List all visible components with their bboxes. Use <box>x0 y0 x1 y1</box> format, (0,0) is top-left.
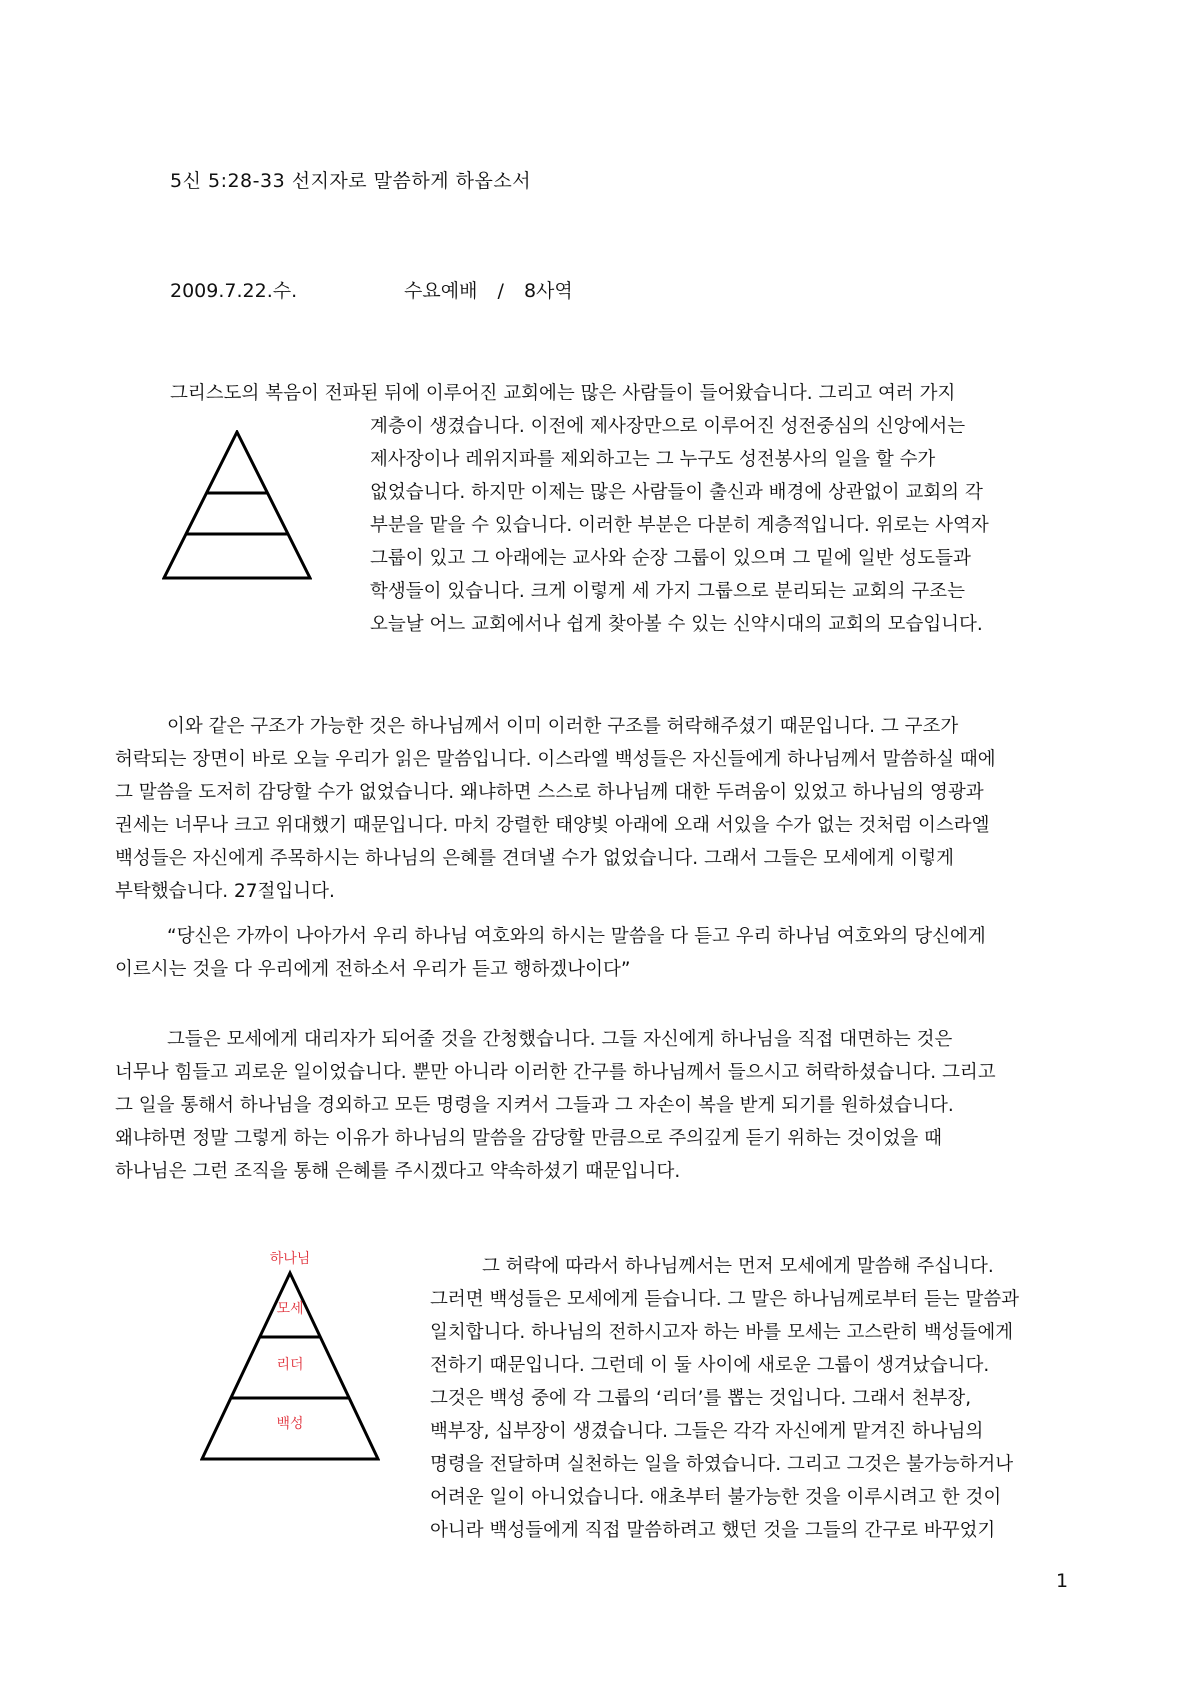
church-structure-pyramid <box>162 430 312 582</box>
text-line: “당신은 가까이 나아가서 우리 하나님 여호와의 하시는 말씀을 다 듣고 우리 하나님 여호와의 당신에게 <box>167 926 986 947</box>
text-line: 백성들은 자신에게 주목하시는 하나님의 은혜를 견뎌낼 수가 없었습니다. 그래서 그들은 모세에게 이렇게 <box>115 848 955 869</box>
text-line: 허락되는 장면이 바로 오늘 우리가 읽은 말씀입니다. 이스라엘 백성들은 자신들에게 하나님께서 말씀하실 때에 <box>115 749 996 770</box>
text-line: 부탁했습니다. 27절입니다. <box>115 881 335 902</box>
text-line: 계층이 생겼습니다. 이전에 제사장만으로 이루어진 성전중심의 신앙에서는 <box>370 416 966 437</box>
pyramid-label-god: 하나님 <box>269 1251 311 1267</box>
pyramid-label-people: 백성 <box>276 1416 304 1432</box>
paragraph-4 <box>115 1023 1075 1188</box>
text-line: 백부장, 십부장이 생겼습니다. 그들은 각각 자신에게 맡겨진 하나님의 <box>430 1421 984 1442</box>
service-name: 수요예배 <box>404 280 478 302</box>
paragraph-1-body <box>370 410 1070 641</box>
text-line: 그리스도의 복음이 전파된 뒤에 이루어진 교회에는 많은 사람들이 들어왔습니다. 그리고 여러 가지 <box>170 383 956 404</box>
scripture-quote <box>115 920 1075 986</box>
text-line: 전하기 때문입니다. 그런데 이 둘 사이에 새로운 그룹이 생겨났습니다. <box>430 1355 990 1376</box>
paragraph-5 <box>430 1250 1075 1547</box>
text-line: 그러면 백성들은 모세에게 듣습니다. 그 말은 하나님께로부터 듣는 말씀과 <box>430 1289 1020 1310</box>
pyramid-outline <box>164 432 310 578</box>
service-date: 2009.7.22.수. <box>170 280 298 302</box>
text-line: 명령을 전달하며 실천하는 일을 하였습니다. 그리고 그것은 불가능하거나 <box>430 1454 1014 1475</box>
text-line: 이르시는 것을 다 우리에게 전하소서 우리가 듣고 행하겠나이다” <box>115 959 631 980</box>
text-line: 그것은 백성 중에 각 그룹의 ‘리더’를 뽑는 것입니다. 그래서 천부장, <box>430 1388 972 1409</box>
text-line: 제사장이나 레위지파를 제외하고는 그 누구도 성전봉사의 일을 할 수가 <box>370 449 936 470</box>
text-line: 그 일을 통해서 하나님을 경외하고 모든 명령을 지켜서 그들과 그 자손이 복을 받게 되기를 원하셨습니다. <box>115 1095 954 1116</box>
pyramid-label-moses: 모세 <box>276 1301 304 1317</box>
document-meta <box>170 276 573 303</box>
paragraph-2 <box>115 710 1075 908</box>
leadership-pyramid <box>200 1243 380 1465</box>
pyramid-label-leader: 리더 <box>276 1357 304 1373</box>
text-line: 그들은 모세에게 대리자가 되어줄 것을 간청했습니다. 그들 자신에게 하나님을 직접 대면하는 것은 <box>167 1029 953 1050</box>
text-line: 오늘날 어느 교회에서나 쉽게 찾아볼 수 있는 신약시대의 교회의 모습입니다. <box>370 614 983 635</box>
text-line: 권세는 너무나 크고 위대했기 때문입니다. 마치 강렬한 태양빛 아래에 오래 서있을 수가 없는 것처럼 이스라엘 <box>115 815 990 836</box>
text-line: 학생들이 있습니다. 크게 이렇게 세 가지 그룹으로 분리되는 교회의 구조는 <box>370 581 965 602</box>
service-group: 8사역 <box>523 280 573 302</box>
text-line: 이와 같은 구조가 가능한 것은 하나님께서 이미 이러한 구조를 허락해주셨기 때문입니다. 그 구조가 <box>167 716 959 737</box>
text-line: 그룹이 있고 그 아래에는 교사와 순장 그룹이 있으며 그 밑에 일반 성도들과 <box>370 548 971 569</box>
paragraph-1-first-line <box>170 377 1070 410</box>
text-line: 없었습니다. 하지만 이제는 많은 사람들이 출신과 배경에 상관없이 교회의 각 <box>370 482 983 503</box>
text-line: 부분을 맡을 수 있습니다. 이러한 부분은 다분히 계층적입니다. 위로는 사역자 <box>370 515 989 536</box>
document-title: 5신 5:28-33 선지자로 말씀하게 하옵소서 <box>170 170 532 192</box>
text-line: 그 말씀을 도저히 감당할 수가 없었습니다. 왜냐하면 스스로 하나님께 대한 두려움이 있었고 하나님의 영광과 <box>115 782 984 803</box>
text-line: 아니라 백성들에게 직접 말씀하려고 했던 것을 그들의 간구로 바꾸었기 <box>430 1520 996 1541</box>
text-line: 너무나 힘들고 괴로운 일이었습니다. 뿐만 아니라 이러한 간구를 하나님께서 들으시고 허락하셨습니다. 그리고 <box>115 1062 996 1083</box>
text-line: 하나님은 그런 조직을 통해 은혜를 주시겠다고 약속하셨기 때문입니다. <box>115 1161 681 1182</box>
text-line: 어려운 일이 아니었습니다. 애초부터 불가능한 것을 이루시려고 한 것이 <box>430 1487 1002 1508</box>
text-line: 그 허락에 따라서 하나님께서는 먼저 모세에게 말씀해 주십니다. <box>482 1256 994 1277</box>
meta-separator: / <box>497 280 504 302</box>
text-line: 왜냐하면 정말 그렇게 하는 이유가 하나님의 말씀을 감당할 만큼으로 주의깊게 듣기 위하는 것이었을 때 <box>115 1128 943 1149</box>
text-line: 일치합니다. 하나님의 전하시고자 하는 바를 모세는 고스란히 백성들에게 <box>430 1322 1014 1343</box>
page-number: 1 <box>1056 1570 1069 1592</box>
